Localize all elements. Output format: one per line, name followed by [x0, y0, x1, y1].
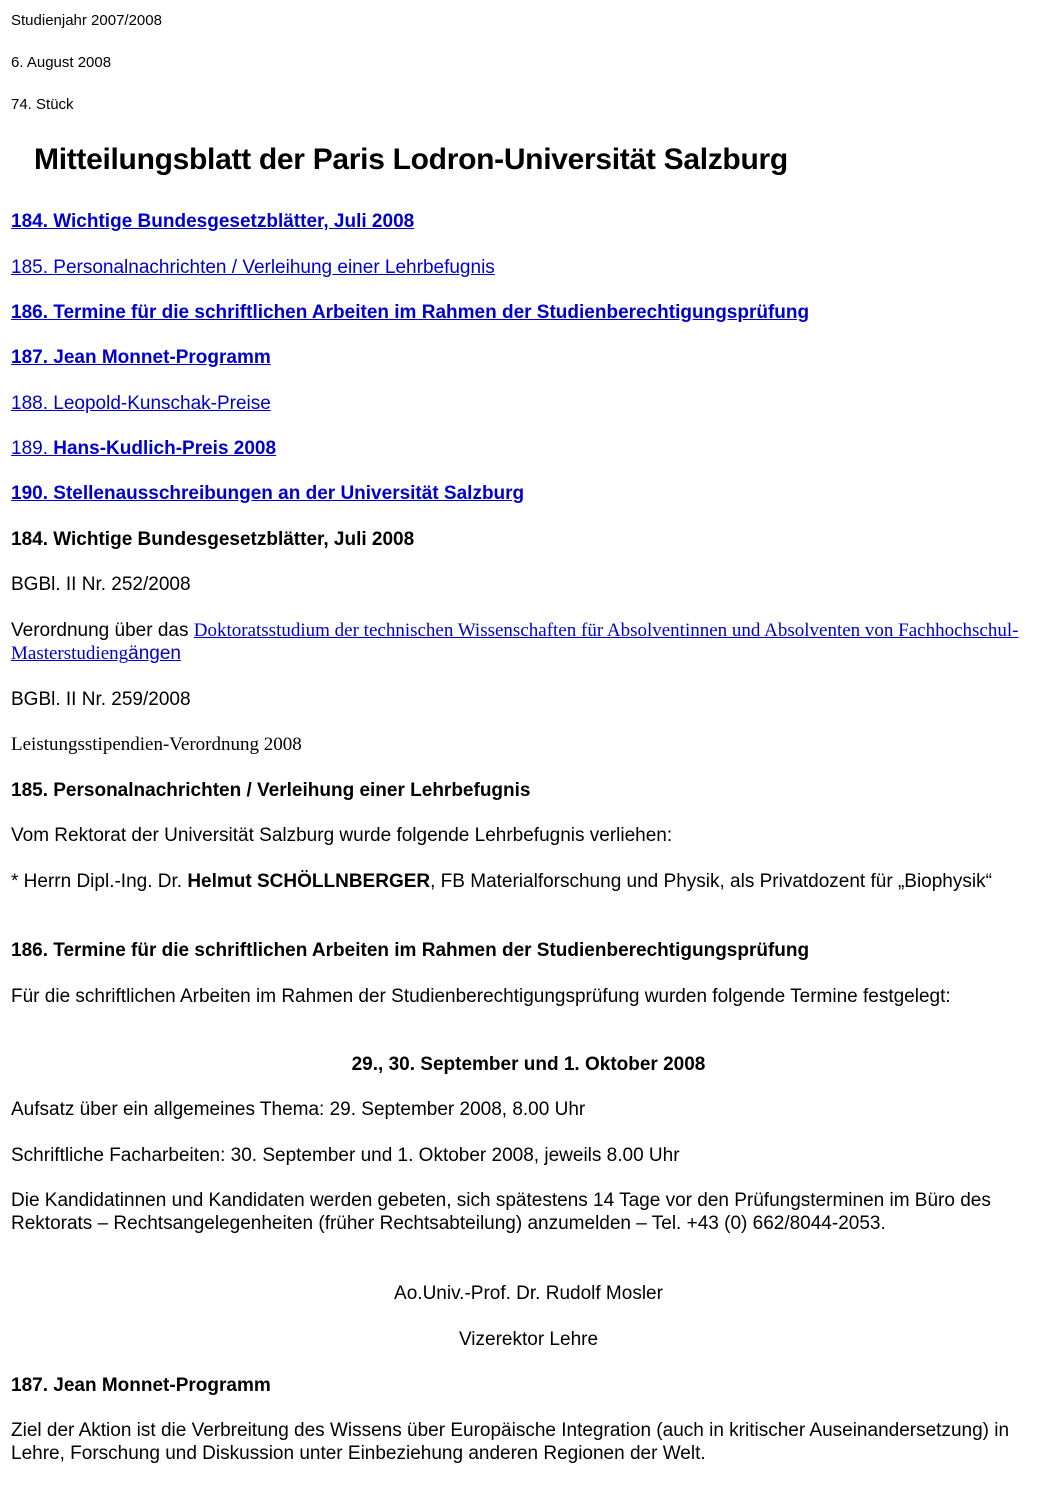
bgbl-259: BGBl. II Nr. 259/2008	[11, 689, 191, 710]
facharbeiten-termin: Schriftliche Facharbeiten: 30. September und 1. Oktober 2008, jeweils 8.00 Uhr	[11, 1145, 680, 1166]
page-title: Mitteilungsblatt der Paris Lodron-Universität Salzburg	[34, 143, 788, 176]
doktoratsstudium-link[interactable]: Doktoratsstudium der technischen Wissenschaften für Absolventinnen und Absolventen von Fachhochschul-Masterstudiengängen	[11, 620, 1019, 664]
leistungsstipendien-verordnung: Leistungsstipendien-Verordnung 2008	[11, 734, 302, 755]
issue-number: 74. Stück	[11, 96, 74, 113]
section-heading-185: 185. Personalnachrichten / Verleihung einer Lehrbefugnis	[11, 780, 531, 801]
toc-link-190[interactable]: 190. Stellenausschreibungen an der Universität Salzburg	[11, 483, 525, 504]
toc-link-188[interactable]: 188. Leopold-Kunschak-Preise	[11, 393, 271, 414]
section-heading-184: 184. Wichtige Bundesgesetzblätter, Juli 2008	[11, 529, 415, 550]
study-year: Studienjahr 2007/2008	[11, 12, 162, 29]
toc-link-187[interactable]: 187. Jean Monnet-Programm	[11, 347, 271, 368]
bgbl-252: BGBl. II Nr. 252/2008	[11, 574, 191, 595]
lehrbefugnis-item: * Herrn Dipl.-Ing. Dr. Helmut SCHÖLLNBERGER, FB Materialforschung und Physik, als Privatdozent für „Biophysik“	[11, 871, 992, 892]
signatory-name: Ao.Univ.-Prof. Dr. Rudolf Mosler	[394, 1283, 663, 1304]
toc-link-186[interactable]: 186. Termine für die schriftlichen Arbeiten im Rahmen der Studienberechtigungsprüfung	[11, 302, 810, 323]
issue-date: 6. August 2008	[11, 54, 112, 71]
lehrbefugnis-intro: Vom Rektorat der Universität Salzburg wurde folgende Lehrbefugnis verliehen:	[11, 825, 673, 846]
termine-intro: Für die schriftlichen Arbeiten im Rahmen der Studienberechtigungsprüfung wurden folgende Termine festgelegt:	[11, 986, 951, 1007]
toc-link-184[interactable]: 184. Wichtige Bundesgesetzblätter, Juli 2008	[11, 211, 415, 232]
section-heading-187: 187. Jean Monnet-Programm	[11, 1375, 271, 1396]
section-heading-186: 186. Termine für die schriftlichen Arbeiten im Rahmen der Studienberechtigungsprüfung	[11, 940, 810, 961]
toc-link-185[interactable]: 185. Personalnachrichten / Verleihung einer Lehrbefugnis	[11, 257, 495, 278]
signatory-role: Vizerektor Lehre	[458, 1329, 599, 1350]
jean-monnet-body: Ziel der Aktion ist die Verbreitung des Wissens über Europäische Integration (auch in kritischer Auseinandersetzung) in Lehre, Forschung und Diskussion unter Einbeziehung anderen Regionen der Welt.	[11, 1420, 1010, 1464]
person-name: Helmut SCHÖLLNBERGER	[187, 871, 431, 892]
toc-link-189[interactable]: 189. Hans-Kudlich-Preis 2008	[11, 438, 277, 459]
termine-dates: 29., 30. September und 1. Oktober 2008	[351, 1054, 706, 1075]
verordnung-paragraph: Verordnung über das Doktoratsstudium der technischen Wissenschaften für Absolventinnen und Absolventen von Fachhochschul-Masterstudiengängen	[11, 620, 1019, 664]
aufsatz-termin: Aufsatz über ein allgemeines Thema: 29. September 2008, 8.00 Uhr	[11, 1099, 586, 1120]
anmeldung-notice: Die Kandidatinnen und Kandidaten werden gebeten, sich spätestens 14 Tage vor den Prüfungsterminen im Büro des Rektorats – Rechtsangelegenheiten (früher Rechtsabteilung) anzumelden – Tel. +43 (0) 662/8044-2053.	[11, 1190, 991, 1234]
